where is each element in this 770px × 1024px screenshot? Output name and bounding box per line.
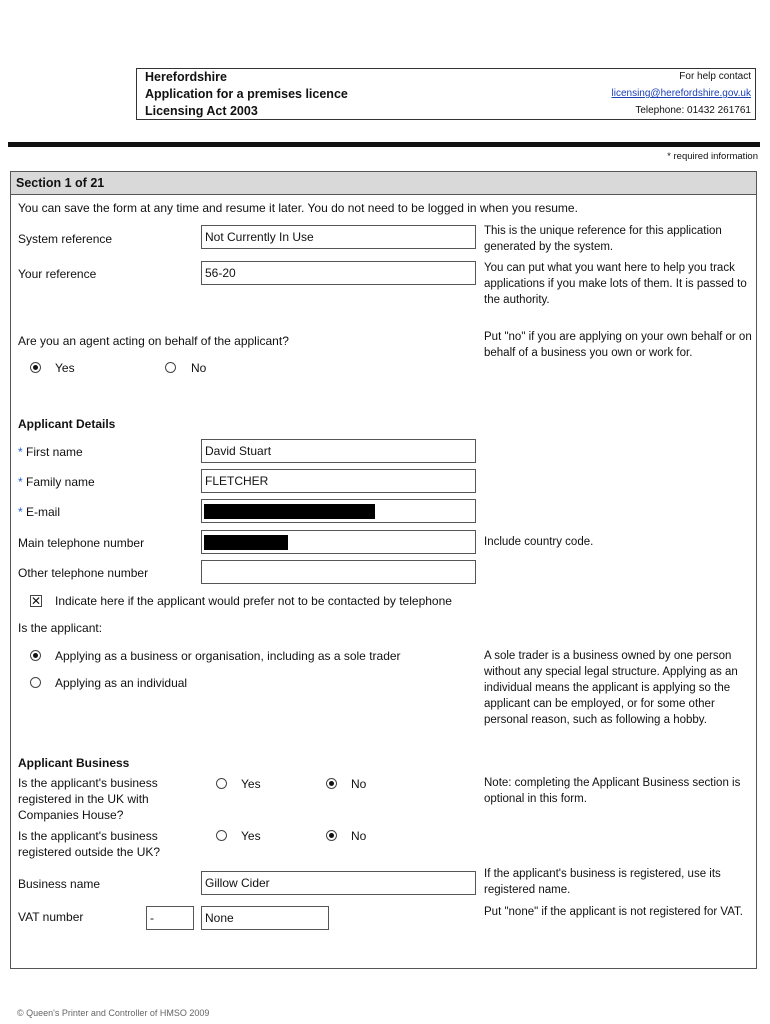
vat-number-field[interactable]: None — [201, 906, 329, 930]
your-reference-label: Your reference — [18, 267, 97, 281]
business-name-note: If the applicant's business is registered, use its registered name. — [484, 868, 721, 896]
no-phone-checkbox[interactable] — [30, 595, 42, 607]
system-reference-label: System reference — [18, 232, 113, 246]
agent-yes-label: Yes — [55, 361, 75, 375]
header-divider — [8, 142, 760, 147]
outside-uk-no-radio[interactable] — [326, 830, 337, 841]
outside-uk-yes-radio[interactable] — [216, 830, 227, 841]
uk-registered-question: Is the applicant's business registered in the UK with Companies House? — [18, 776, 158, 822]
main-phone-label: Main telephone number — [18, 536, 145, 550]
applicant-business-label: Applying as a business or organisation, including as a sole trader — [55, 649, 401, 663]
help-label: For help contact — [679, 71, 751, 82]
required-star: * — [18, 505, 23, 519]
required-star: * — [18, 475, 23, 489]
other-phone-label: Other telephone number — [18, 566, 149, 580]
no-phone-label: Indicate here if the applicant would prefer not to be contacted by telephone — [55, 594, 452, 608]
redaction-bar — [204, 504, 375, 519]
system-reference-note: This is the unique reference for this application generated by the system. — [484, 225, 722, 253]
family-name-label: * Family name — [18, 475, 95, 489]
agent-yes-radio[interactable] — [30, 362, 41, 373]
business-name-label: Business name — [18, 877, 101, 891]
help-email-link[interactable]: licensing@herefordshire.gov.uk — [611, 88, 751, 99]
uk-registered-yes-label: Yes — [241, 777, 261, 791]
system-reference-field[interactable]: Not Currently In Use — [201, 225, 476, 249]
act-name: Licensing Act 2003 — [145, 104, 258, 118]
required-star: * — [18, 445, 23, 459]
uk-registered-no-label: No — [351, 777, 367, 791]
vat-prefix-field[interactable]: - — [146, 906, 194, 930]
agent-no-radio[interactable] — [165, 362, 176, 373]
family-name-field[interactable]: FLETCHER — [201, 469, 476, 493]
first-name-label: * First name — [18, 445, 83, 459]
first-name-field[interactable]: David Stuart — [201, 439, 476, 463]
uk-registered-no-radio[interactable] — [326, 778, 337, 789]
checkbox-cross-icon: ✕ — [31, 594, 42, 608]
applicant-business-radio[interactable] — [30, 650, 41, 661]
agent-no-label: No — [191, 361, 207, 375]
uk-registered-yes-radio[interactable] — [216, 778, 227, 789]
form-title: Application for a premises licence — [145, 87, 348, 101]
applicant-business-heading: Applicant Business — [18, 756, 130, 770]
form-header — [136, 68, 756, 120]
section-intro: You can save the form at any time and resume it later. You do not need to be logged in when you resume. — [18, 201, 578, 215]
required-info-note: * required information — [667, 151, 758, 162]
email-field[interactable] — [201, 499, 476, 523]
applicant-individual-label: Applying as an individual — [55, 676, 188, 690]
agent-question: Are you an agent acting on behalf of the applicant? — [18, 334, 289, 348]
your-reference-field[interactable]: 56-20 — [201, 261, 476, 285]
outside-uk-yes-label: Yes — [241, 829, 261, 843]
council-name: Herefordshire — [145, 70, 227, 84]
email-label: * E-mail — [18, 505, 61, 519]
main-phone-field[interactable] — [201, 530, 476, 554]
applicant-individual-radio[interactable] — [30, 677, 41, 688]
business-name-field[interactable]: Gillow Cider — [201, 871, 476, 895]
your-reference-note: You can put what you want here to help you track applications if you make lots of them. It is passed to the authority. — [484, 262, 747, 306]
applicant-details-heading: Applicant Details — [18, 417, 116, 431]
main-phone-note: Include country code. — [484, 536, 594, 548]
redaction-bar — [204, 535, 288, 550]
agent-note: Put "no" if you are applying on your own behalf or on behalf of a business you own or work for. — [484, 331, 752, 359]
outside-uk-question: Is the applicant's business registered outside the UK? — [18, 829, 161, 859]
section-title: Section 1 of 21 — [10, 171, 757, 195]
applicant-type-question: Is the applicant: — [18, 621, 103, 635]
applicant-type-note: A sole trader is a business owned by one person without any special legal structure. Applying as an individual means the applicant is applying so the applicant can be employed, or for some other personal reason, such as following a hobby. — [484, 650, 738, 726]
outside-uk-no-label: No — [351, 829, 367, 843]
copyright-footer: © Queen's Printer and Controller of HMSO 2009 — [17, 1008, 210, 1018]
vat-label: VAT number — [18, 910, 84, 924]
help-telephone: Telephone: 01432 261761 — [635, 105, 751, 116]
applicant-business-note: Note: completing the Applicant Business section is optional in this form. — [484, 777, 741, 805]
vat-note: Put "none" if the applicant is not registered for VAT. — [484, 906, 743, 918]
other-phone-field[interactable] — [201, 560, 476, 584]
